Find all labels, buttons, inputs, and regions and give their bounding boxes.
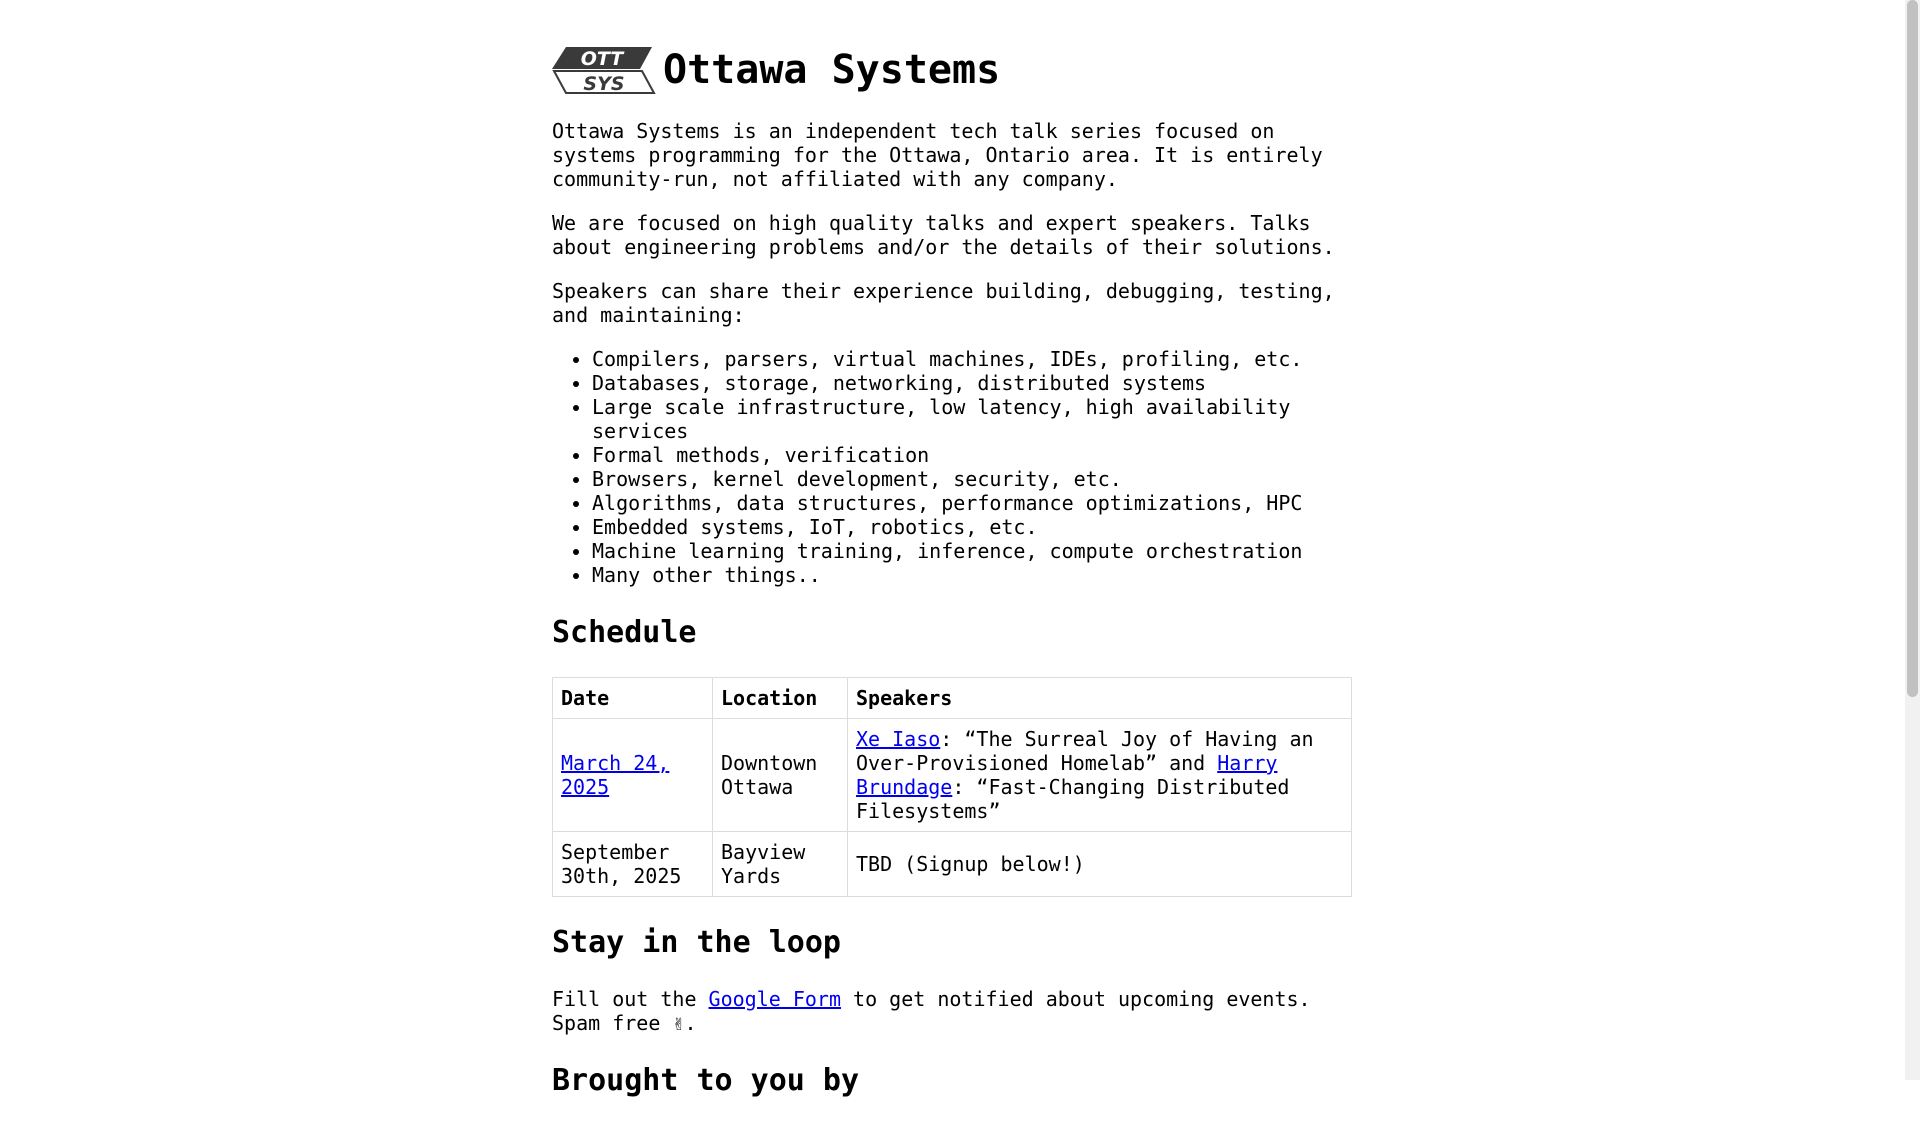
topic-item: • Algorithms, data structures, performance optimizations, HPC	[592, 491, 1352, 515]
speakers-column-header: Speakers	[848, 678, 1352, 719]
date-column-header: Date	[553, 678, 713, 719]
talk-title: : “The Surreal Joy of Having an Over-Provisioned Homelab” and	[856, 727, 1314, 775]
table-header-row	[553, 678, 1352, 719]
speakers-cell: TBD (Signup below!)	[848, 832, 1352, 897]
stay-in-loop-heading: Stay in the loop	[552, 925, 841, 960]
location-column-header: Location	[713, 678, 848, 719]
topic-item: • Large scale infrastructure, low latency, high availability services	[592, 395, 1352, 443]
intro-paragraph-1: Ottawa Systems is an independent tech talk series focused on systems programming for the Ottawa, Ontario area. It is entirely community-run, not affiliated with any company.	[552, 119, 1323, 191]
topic-item: • Formal methods, verification	[592, 443, 1352, 467]
schedule-heading: Schedule	[552, 615, 697, 650]
brought-to-you-by-heading: Brought to you by	[552, 1063, 860, 1098]
signup-paragraph: Fill out the Google Form to get notified about upcoming events. Spam free ✌.	[552, 987, 1311, 1035]
topic-item: • Machine learning training, inference, compute orchestration	[592, 539, 1352, 563]
topic-item: • Embedded systems, IoT, robotics, etc.	[592, 515, 1352, 539]
site-title: Ottawa Systems	[663, 47, 1001, 93]
topic-item: • Compilers, parsers, virtual machines, IDEs, profiling, etc.	[592, 347, 1352, 371]
page-content	[552, 0, 1352, 1125]
svg-text:OTT: OTT	[580, 48, 624, 70]
google-form-link[interactable]: Google Form	[708, 987, 841, 1011]
site-header	[552, 45, 1352, 95]
vertical-scrollbar[interactable]	[1905, 0, 1920, 1080]
table-row	[553, 832, 1352, 897]
location-cell: Bayview Yards	[713, 832, 848, 897]
table-row	[553, 719, 1352, 832]
svg-text:SYS: SYS	[583, 73, 625, 95]
talk-title: : “Fast-Changing Distributed Filesystems”	[856, 775, 1290, 823]
topic-item: • Many other things..	[592, 563, 1352, 587]
scrollbar-thumb[interactable]	[1907, 0, 1918, 697]
topic-item: • Databases, storage, networking, distributed systems	[592, 371, 1352, 395]
date-cell: September 30th, 2025	[553, 832, 713, 897]
speaker-link-harry-brundage[interactable]: Harry Brundage	[856, 751, 1278, 799]
schedule-table	[552, 677, 1352, 897]
event-date-link[interactable]: March 24, 2025	[561, 751, 670, 799]
ottsys-logo	[552, 45, 654, 95]
topic-item: • Browsers, kernel development, security, etc.	[592, 467, 1352, 491]
topics-list	[552, 347, 1352, 587]
location-cell: Downtown Ottawa	[713, 719, 848, 832]
intro-paragraph-3: Speakers can share their experience building, debugging, testing, and maintaining:	[552, 279, 1335, 327]
intro-paragraph-2: We are focused on high quality talks and expert speakers. Talks about engineering problems and/or the details of their solutions.	[552, 211, 1335, 259]
date-cell	[553, 719, 713, 832]
speakers-cell	[848, 719, 1352, 832]
speaker-link-xe-iaso[interactable]: Xe Iaso	[856, 727, 941, 751]
